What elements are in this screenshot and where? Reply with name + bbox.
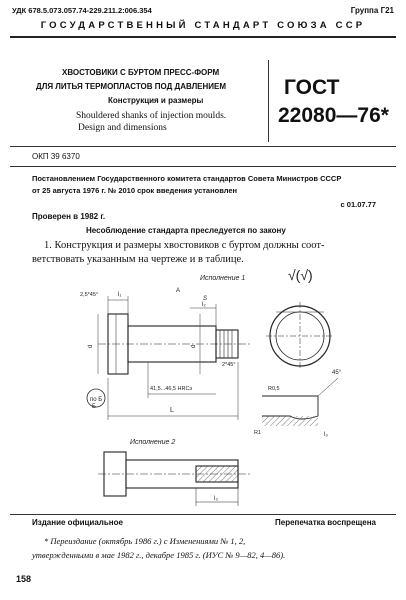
clause-line2: ветствовать указанным на чертеже и в таблице. [32, 254, 244, 265]
title-ru-line2: ДЛЯ ЛИТЬЯ ТЕРМОПЛАСТОВ ПОД ДАВЛЕНИЕМ [36, 82, 227, 91]
group-code: Группа Г21 [350, 6, 394, 15]
dim-L: L [170, 407, 174, 414]
roughness-symbol: √(√) [288, 267, 313, 283]
detail-radius: R0,5 [268, 386, 280, 392]
footer-rule [10, 514, 396, 515]
dim-l1: l₁ [118, 292, 122, 298]
okp-code: ОКП 39 6370 [32, 152, 80, 161]
state-standard-heading: ГОСУДАРСТВЕННЫЙ СТАНДАРТ СОЮЗА ССР [40, 20, 366, 31]
dim-d1: d [88, 344, 94, 348]
section-b-label: Б [92, 404, 96, 410]
version1-label: Исполнение 1 [200, 275, 246, 282]
verified-note: Проверен в 1982 г. [32, 212, 106, 221]
official-edition: Издание официальное [32, 518, 123, 527]
okp-rule [10, 166, 396, 167]
title-en-line1: Shouldered shanks of injection moulds. [76, 111, 227, 121]
end-view [266, 302, 334, 370]
gost-number: 22080—76* [278, 104, 389, 127]
decree-date: с 01.07.77 [340, 200, 376, 209]
title-rule [10, 146, 396, 147]
detail-radius-1: R1 [254, 430, 262, 436]
header-rule [10, 36, 396, 38]
dim-d2: d [191, 344, 197, 348]
title-ru-line1: ХВОСТОВИКИ С БУРТОМ ПРЕСС-ФОРМ [62, 68, 220, 77]
gost-label: ГОСТ [284, 76, 340, 99]
dim-l2: l₂ [202, 302, 206, 308]
title-ru-sub: Конструкция и размеры [108, 96, 204, 105]
dim-l3: l₃ [324, 432, 328, 438]
reissue-note-line2: утвержденными в мае 1982 г., декабре 1985 г. (ИУС № 9—82, 4—86). [32, 550, 286, 560]
title-divider [268, 60, 269, 142]
page-number: 158 [16, 574, 32, 584]
reissue-note-line1: * Переиздание (октябрь 1986 г.) с Изменениями № 1, 2, [44, 536, 246, 546]
dim-l3-v2: l₃ [214, 496, 218, 502]
chamfer-dim-1: 2,5*45° [80, 292, 99, 298]
law-notice: Несоблюдение стандарта преследуется по закону [86, 226, 286, 235]
clause-line1: 1. Конструкция и размеры хвостовиков с буртом должны соот- [44, 240, 325, 251]
chamfer-dim-2: 2*45° [222, 362, 236, 368]
view-b-label: по Б [90, 397, 103, 403]
hardness-dim: 41,5...46,5 HRCэ [150, 386, 193, 392]
version2-shank [98, 452, 250, 506]
section-a-label: A [176, 288, 181, 294]
version2-label: Исполнение 2 [130, 439, 176, 446]
udk-code: УДК 678.5.073.057.74-229.211.2:006.354 [12, 6, 152, 15]
decree-line2: от 25 августа 1976 г. № 2010 срок введения установлен [32, 186, 238, 195]
technical-drawing [0, 266, 406, 512]
title-en-line2: Design and dimensions [78, 123, 167, 133]
detail-angle: 45° [332, 370, 342, 376]
decree-line1: Постановлением Государственного комитета стандартов Совета Министров СССР [32, 174, 342, 183]
dim-s: S [203, 296, 208, 302]
reprint-prohibited: Перепечатка воспрещена [275, 518, 376, 527]
